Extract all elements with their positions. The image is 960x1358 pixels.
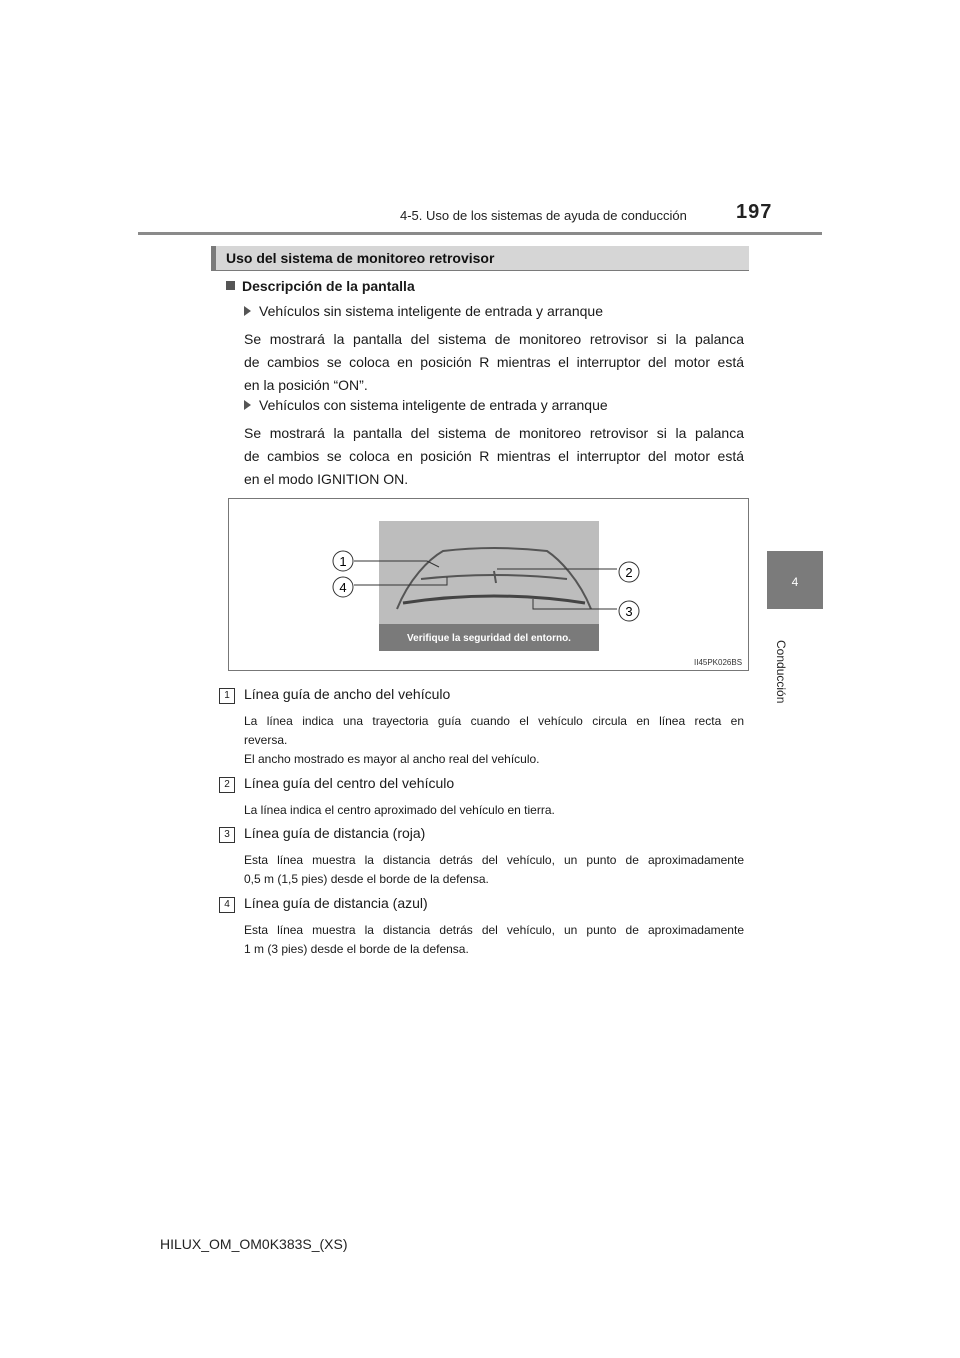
chapter-label-container — [768, 640, 798, 750]
chapter-tab — [767, 551, 823, 609]
description-line: Esta línea muestra la distancia detrás del vehículo, un punto de aproximadamente — [244, 923, 744, 937]
page-number: 197 — [736, 201, 773, 223]
item-description — [244, 921, 744, 959]
paragraph-line: de cambios se coloca en posición R mientras el interruptor del motor está — [244, 448, 744, 464]
item-number: 2 — [219, 777, 235, 793]
subheading — [226, 278, 415, 294]
figure-code: II45PK026BS — [694, 658, 743, 667]
header-section-title: 4-5. Uso de los sistemas de ayuda de conducción — [400, 208, 687, 223]
item-description — [244, 851, 744, 889]
item-number: 1 — [219, 688, 235, 704]
bullet-item — [244, 397, 608, 413]
footer-document-code: HILUX_OM_OM0K383S_(XS) — [160, 1236, 348, 1252]
callout-3 — [619, 601, 639, 621]
bullet-label: Vehículos sin sistema inteligente de entrada y arranque — [259, 303, 603, 319]
triangle-bullet-icon — [244, 306, 251, 316]
description-line: Esta línea muestra la distancia detrás del vehículo, un punto de aproximadamente — [244, 853, 744, 867]
item-description — [244, 712, 744, 769]
section-title-bar — [211, 246, 749, 270]
svg-text:3: 3 — [625, 604, 633, 619]
chapter-label: Conducción — [774, 640, 788, 704]
item-title: Línea guía de distancia (azul) — [244, 895, 428, 911]
item-description — [244, 801, 744, 820]
section-title-underline — [211, 270, 749, 271]
rear-view-monitor-figure — [228, 498, 749, 671]
item-title: Línea guía de ancho del vehículo — [244, 686, 451, 702]
triangle-bullet-icon — [244, 400, 251, 410]
description-line: El ancho mostrado es mayor al ancho real del vehículo. — [244, 752, 540, 766]
monitor-diagram — [229, 499, 748, 670]
description-line: La línea indica el centro aproximado del vehículo en tierra. — [244, 803, 555, 817]
description-line: 1 m (3 pies) desde el borde de la defensa. — [244, 942, 469, 956]
svg-text:4: 4 — [339, 580, 347, 595]
bullet-item — [244, 303, 603, 319]
callout-1 — [333, 551, 353, 571]
chapter-number: 4 — [791, 575, 799, 589]
paragraph-line: en la posición “ON”. — [244, 377, 368, 393]
paragraph-line: Se mostrará la pantalla del sistema de monitoreo retrovisor si la palanca — [244, 331, 744, 347]
paragraph-line: en el modo IGNITION ON. — [244, 471, 409, 487]
description-line: reversa. — [244, 733, 288, 747]
svg-text:1: 1 — [339, 554, 347, 569]
svg-text:2: 2 — [625, 565, 633, 580]
paragraph-line: de cambios se coloca en posición R mientras el interruptor del motor está — [244, 354, 744, 370]
callout-2 — [619, 562, 639, 582]
section-title: Uso del sistema de monitoreo retrovisor — [226, 250, 495, 266]
square-bullet-icon — [226, 281, 235, 290]
item-number: 3 — [219, 827, 235, 843]
bullet-paragraph — [244, 328, 744, 397]
item-title: Línea guía del centro del vehículo — [244, 775, 455, 791]
bullet-label: Vehículos con sistema inteligente de entrada y arranque — [259, 397, 608, 413]
item-title: Línea guía de distancia (roja) — [244, 825, 426, 841]
paragraph-line: Se mostrará la pantalla del sistema de monitoreo retrovisor si la palanca — [244, 425, 744, 441]
item-number: 4 — [219, 897, 235, 913]
callout-4 — [333, 577, 353, 597]
screen-message: Verifique la seguridad del entorno. — [407, 633, 571, 644]
bullet-paragraph — [244, 422, 744, 491]
description-line: La línea indica una trayectoria guía cuando el vehículo circula en línea recta en — [244, 714, 744, 728]
subheading-text: Descripción de la pantalla — [242, 278, 415, 294]
description-line: 0,5 m (1,5 pies) desde el borde de la defensa. — [244, 872, 489, 886]
header-rule — [138, 232, 822, 235]
